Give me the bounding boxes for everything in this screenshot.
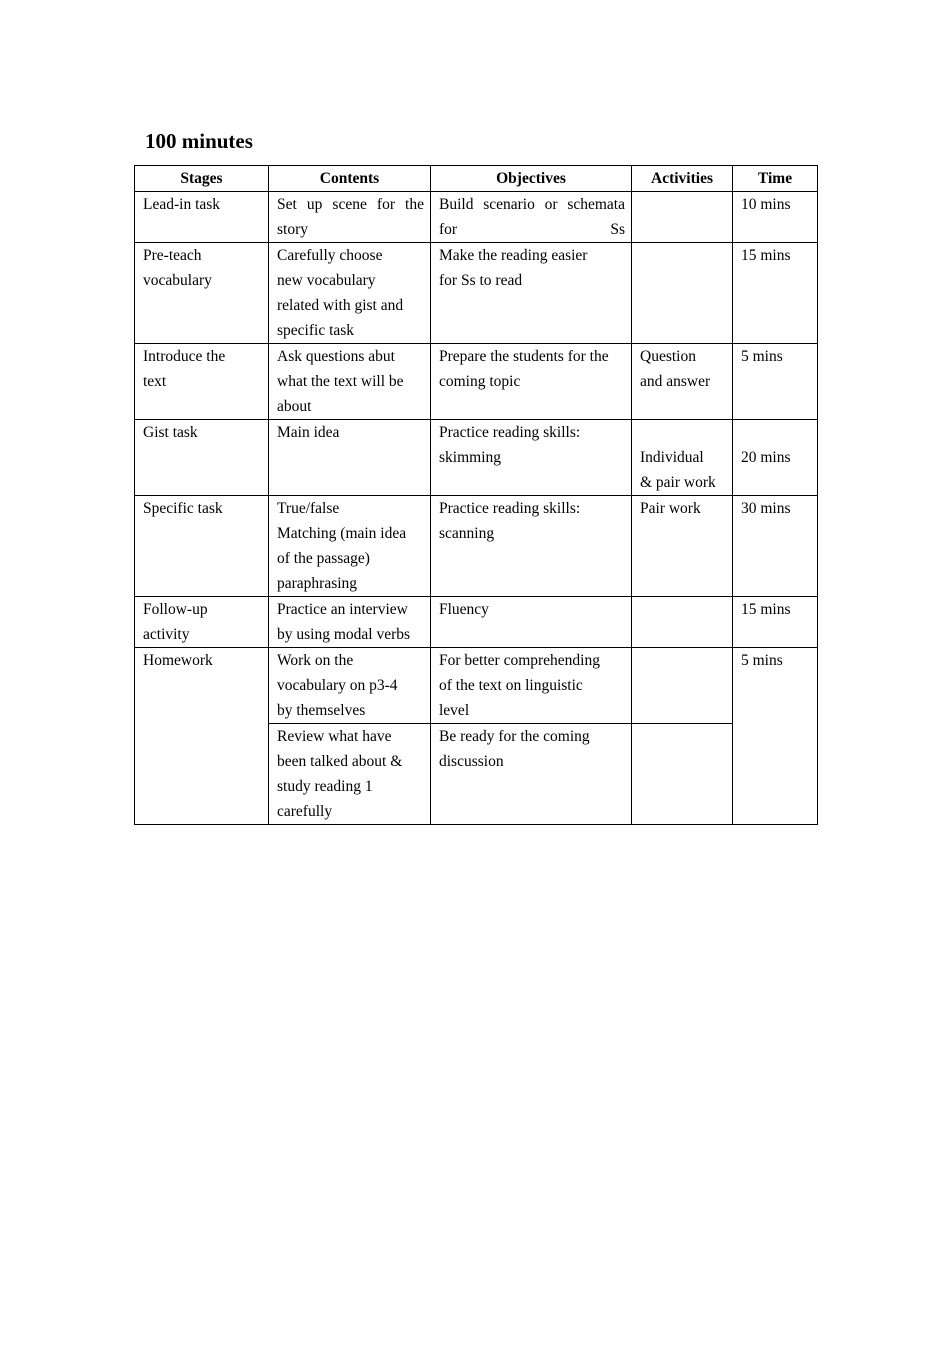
time-cell: 20 mins <box>733 420 818 496</box>
time-cell: 10 mins <box>733 192 818 243</box>
objective-cell: Make the reading easier for Ss to read <box>431 243 632 344</box>
stage-cell: Follow-up activity <box>135 597 269 648</box>
table-row <box>135 192 818 243</box>
content-cell: Work on the vocabulary on p3-4 by themselves <box>269 648 431 724</box>
activity-cell: Individual & pair work <box>632 420 733 496</box>
time-cell: 15 mins <box>733 597 818 648</box>
table-row <box>135 648 818 724</box>
objective-cell: Fluency <box>431 597 632 648</box>
page-title: 100 minutes <box>145 129 253 153</box>
stage-cell: Lead-in task <box>135 192 269 243</box>
activity-cell: Question and answer <box>632 344 733 420</box>
time-cell: 15 mins <box>733 243 818 344</box>
content-cell: True/false Matching (main idea of the passage) paraphrasing <box>269 496 431 597</box>
content-cell: Practice an interview by using modal verbs <box>269 597 431 648</box>
objective-cell: Build scenario or schemata for Ss <box>431 192 632 243</box>
content-cell: Main idea <box>269 420 431 496</box>
content-cell: Ask questions abut what the text will be about <box>269 344 431 420</box>
time-cell: 5 mins <box>733 648 818 825</box>
stage-cell: Homework <box>135 648 269 825</box>
activity-cell <box>632 597 733 648</box>
activity-cell: Pair work <box>632 496 733 597</box>
activity-cell <box>632 243 733 344</box>
stage-cell: Gist task <box>135 420 269 496</box>
stage-cell: Introduce the text <box>135 344 269 420</box>
table-row <box>135 496 818 597</box>
activity-cell <box>632 192 733 243</box>
stage-cell: Specific task <box>135 496 269 597</box>
table-row <box>135 420 818 496</box>
header-contents: Contents <box>269 166 431 192</box>
objective-cell: Practice reading skills: skimming <box>431 420 632 496</box>
objective-cell: For better comprehending of the text on linguistic level <box>431 648 632 724</box>
objective-cell: Be ready for the coming discussion <box>431 724 632 825</box>
activity-cell <box>632 724 733 825</box>
table-header-row <box>135 166 818 192</box>
time-cell: 30 mins <box>733 496 818 597</box>
header-activities: Activities <box>632 166 733 192</box>
table-row <box>135 344 818 420</box>
table-row <box>135 597 818 648</box>
objective-cell: Prepare the students for the coming topic <box>431 344 632 420</box>
content-cell: Set up scene for the story <box>269 192 431 243</box>
stage-cell: Pre-teach vocabulary <box>135 243 269 344</box>
content-cell: Review what have been talked about & study reading 1 carefully <box>269 724 431 825</box>
header-time: Time <box>733 166 818 192</box>
header-objectives: Objectives <box>431 166 632 192</box>
lesson-plan-table <box>134 165 818 825</box>
table-row <box>135 243 818 344</box>
header-stages: Stages <box>135 166 269 192</box>
content-cell: Carefully choose new vocabulary related with gist and specific task <box>269 243 431 344</box>
objective-cell: Practice reading skills: scanning <box>431 496 632 597</box>
activity-cell <box>632 648 733 724</box>
time-cell: 5 mins <box>733 344 818 420</box>
